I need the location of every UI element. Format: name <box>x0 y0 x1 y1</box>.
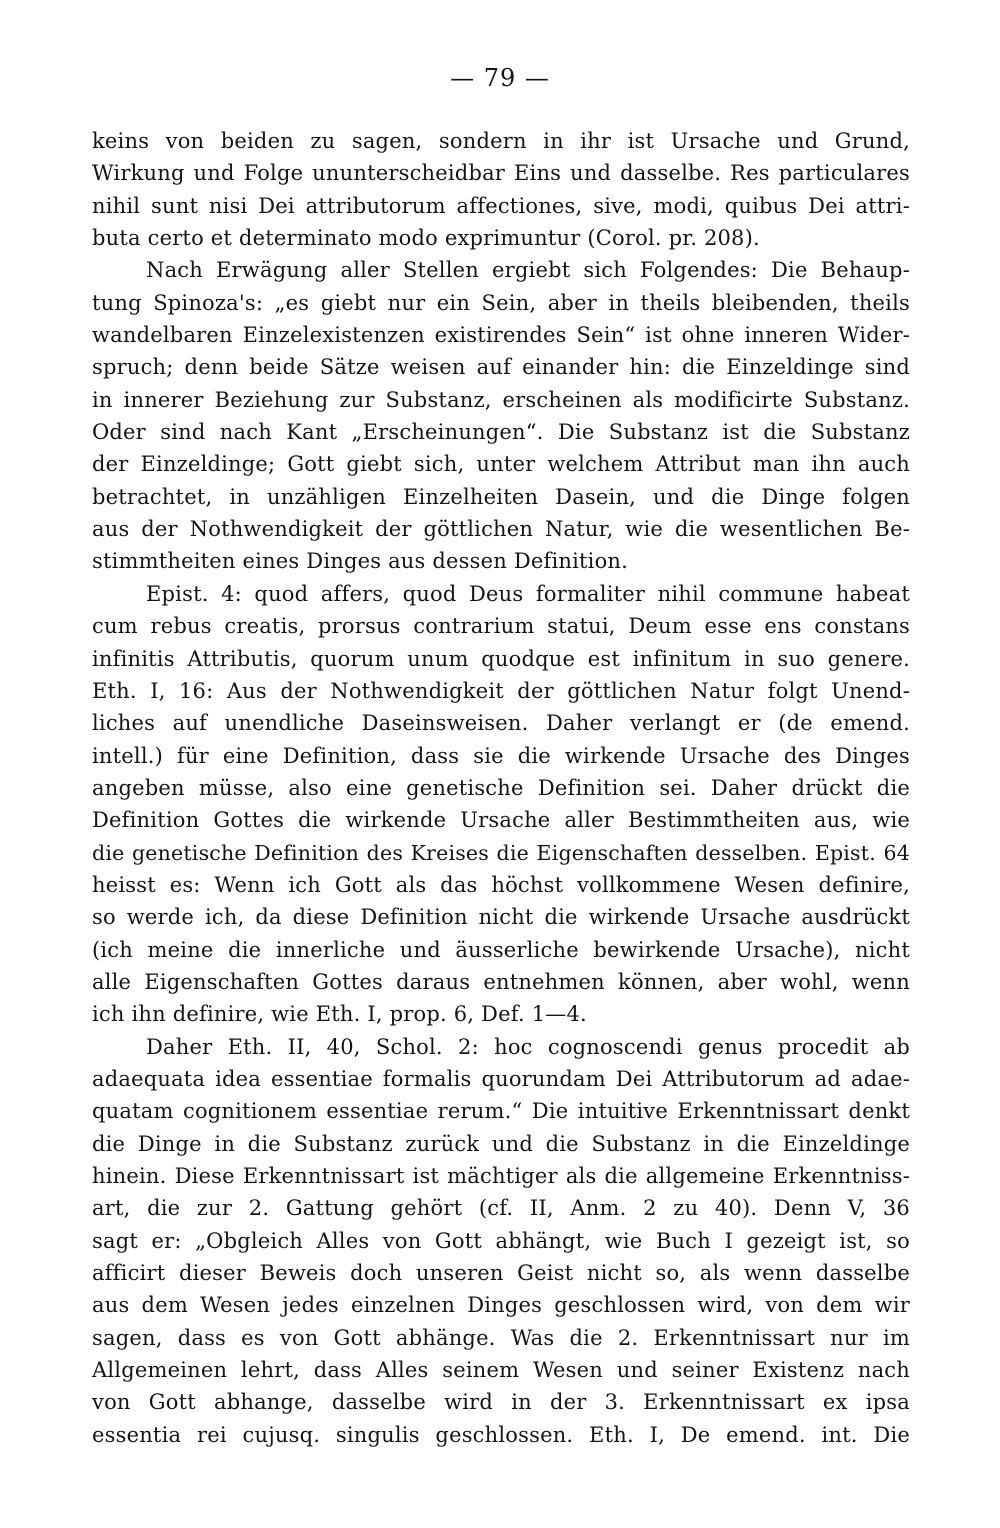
text-line: keins von beiden zu sagen, sondern in ihr ist Ursache und Grund, <box>92 129 910 153</box>
text-line: so werde ich, da diese Definition nicht die wirkende Ursache ausdrückt <box>92 905 910 930</box>
text-line: sagt er: „Obgleich Alles von Gott abhängt, wie Buch I gezeigt ist, so <box>92 1228 910 1253</box>
text-line: adaequata idea essentiae formalis quorundam Dei Attributorum ad adae- <box>92 1066 910 1091</box>
text-line: heisst es: Wenn ich Gott als das höchst vollkommene Wesen definire, <box>92 872 910 897</box>
text-line: Oder sind nach Kant „Erscheinungen“. Die Substanz ist die Substanz <box>92 420 910 445</box>
text-line: cum rebus creatis, prorsus contrarium statui, Deum esse ens constans <box>92 614 910 639</box>
text-line: ich ihn definire, wie Eth. I, prop. 6, Def. 1—4. <box>92 1002 587 1027</box>
text-line: spruch; denn beide Sätze weisen auf einander hin: die Einzeldinge sind <box>92 355 910 380</box>
paragraph-start-line: Nach Erwägung aller Stellen ergiebt sich Folgendes: Die Behaup- <box>146 258 910 283</box>
text-line: die Dinge in die Substanz zurück und die Substanz in die Einzeldinge <box>92 1131 910 1156</box>
text-line: nihil sunt nisi Dei attributorum affectiones, sive, modi, quibus Dei attri- <box>92 193 910 218</box>
paragraph-start-line: Daher Eth. II, 40, Schol. 2: hoc cognoscendi genus procedit ab <box>146 1034 910 1059</box>
text-line: hinein. Diese Erkenntnissart ist mächtiger als die allgemeine Erkenntniss- <box>92 1164 910 1188</box>
text-line: quatam cognitionem essentiae rerum.“ Die intuitive Erkenntnissart denkt <box>92 1099 910 1124</box>
text-line: art, die zur 2. Gattung gehört (cf. II, Anm. 2 zu 40). Denn V, 36 <box>92 1196 910 1221</box>
text-line: essentia rei cujusq. singulis geschlossen. Eth. I, De emend. int. Die <box>92 1422 910 1447</box>
text-line: intell.) für eine Definition, dass sie die wirkende Ursache des Dinges <box>92 743 910 768</box>
text-line: in innerer Beziehung zur Substanz, erscheinen als modificirte Substanz. <box>92 387 910 412</box>
text-line: der Einzeldinge; Gott giebt sich, unter welchem Attribut man ihn auch <box>92 452 910 477</box>
text-line: buta certo et determinato modo exprimuntur (Corol. pr. 208). <box>92 226 760 251</box>
text-line: alle Eigenschaften Gottes daraus entnehmen können, aber wohl, wenn <box>92 969 910 994</box>
paragraph-start-line: Epist. 4: quod affers, quod Deus formaliter nihil commune habeat <box>146 581 910 606</box>
text-line: afficirt dieser Beweis doch unseren Geist nicht so, als wenn dasselbe <box>92 1261 910 1286</box>
text-line: (ich meine die innerliche und äusserliche bewirkende Ursache), nicht <box>92 937 910 962</box>
text-line: Definition Gottes die wirkende Ursache aller Bestimmtheiten aus, wie <box>92 808 910 833</box>
text-line: angeben müsse, also eine genetische Definition sei. Daher drückt die <box>92 775 910 800</box>
body-text <box>92 125 910 1451</box>
text-line: Wirkung und Folge ununterscheidbar Eins und dasselbe. Res particulares <box>92 161 910 186</box>
text-line: die genetische Definition des Kreises die Eigenschaften desselben. Epist. 64 <box>92 840 910 865</box>
text-line: betrachtet, in unzähligen Einzelheiten Dasein, und die Dinge folgen <box>92 484 910 509</box>
text-line: Eth. I, 16: Aus der Nothwendigkeit der göttlichen Natur folgt Unend- <box>92 678 910 703</box>
text-line: liches auf unendliche Daseinsweisen. Daher verlangt er (de emend. <box>92 711 910 736</box>
text-line: aus dem Wesen jedes einzelnen Dinges geschlossen wird, von dem wir <box>92 1293 910 1318</box>
text-line: Allgemeinen lehrt, dass Alles seinem Wesen und seiner Existenz nach <box>92 1358 910 1383</box>
text-line: wandelbaren Einzelexistenzen existirendes Sein“ ist ohne inneren Wider- <box>92 323 910 348</box>
text-line: sagen, dass es von Gott abhänge. Was die 2. Erkenntnissart nur im <box>92 1325 910 1350</box>
text-line: tung Spinoza's: „es giebt nur ein Sein, aber in theils bleibenden, theils <box>92 290 910 315</box>
text-line: stimmtheiten eines Dinges aus dessen Definition. <box>92 549 629 574</box>
text-line: von Gott abhange, dasselbe wird in der 3. Erkenntnissart ex ipsa <box>92 1390 910 1415</box>
text-line: infinitis Attributis, quorum unum quodque est infinitum in suo genere. <box>92 646 910 671</box>
text-line: aus der Nothwendigkeit der göttlichen Natur, wie die wesentlichen Be- <box>92 517 910 542</box>
page-number: — 79 — <box>450 64 550 92</box>
